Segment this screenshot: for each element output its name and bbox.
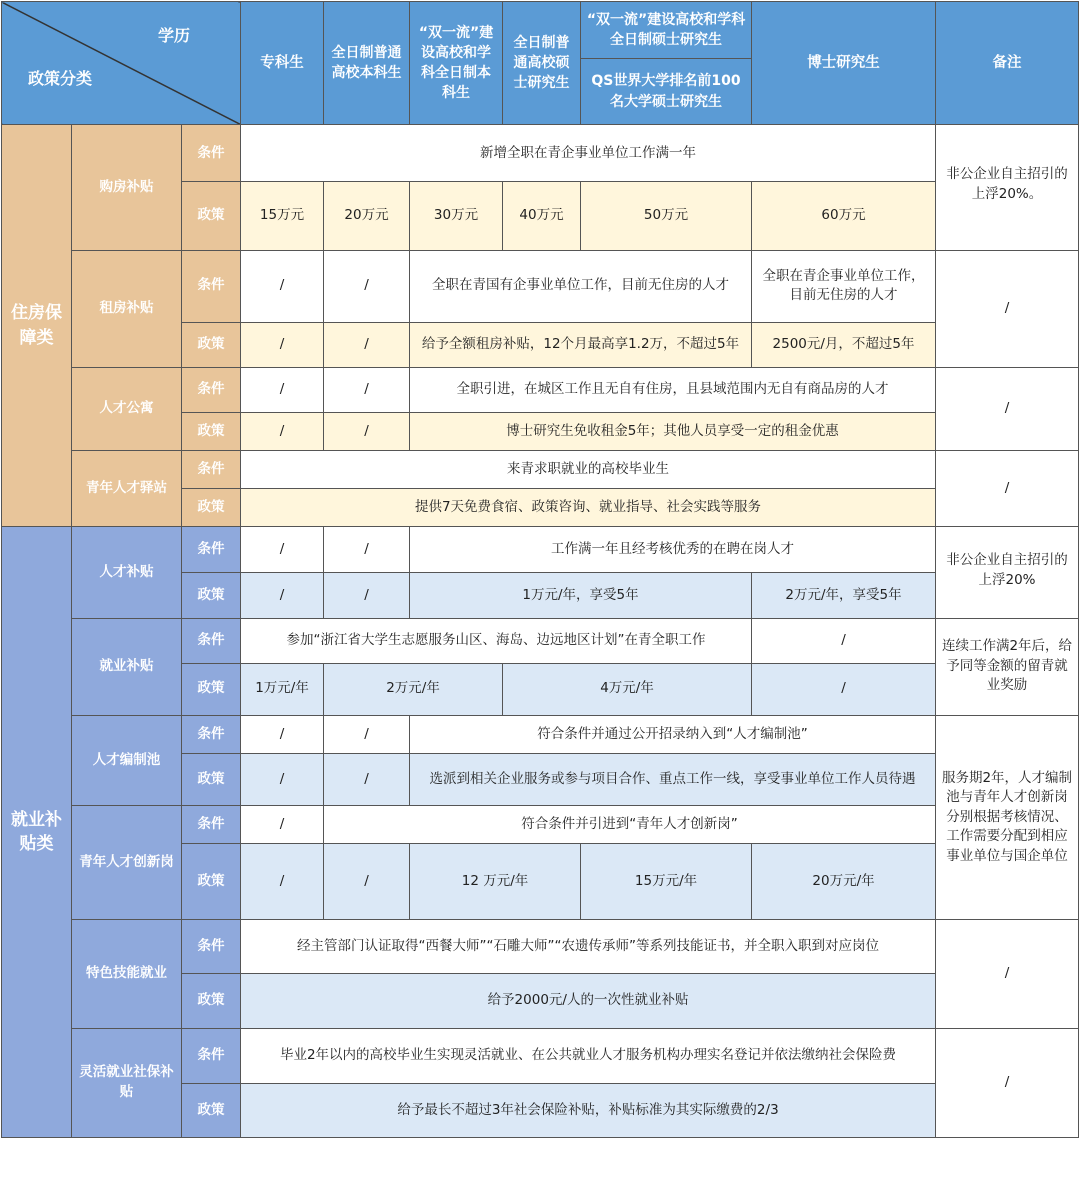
apartment-note: /: [936, 367, 1079, 450]
pool-innovation-note: 服务期2年，人才编制池与青年人才创新岗分别根据考核情况、工作需要分配到相应事业单位与国企单位: [936, 715, 1079, 920]
job-amount-bachelor: 2万元/年: [324, 663, 503, 715]
header-master: 全日制普通高校硕士研究生: [503, 2, 581, 125]
purchase-condition: 新增全职在青企事业单位工作满一年: [241, 125, 936, 182]
purchase-note: 非公企业自主招引的上浮20%。: [936, 125, 1079, 250]
talent-policy-b: 2万元/年，享受5年: [752, 573, 936, 618]
skills-note: /: [936, 920, 1079, 1028]
pool-pol-bachelor: /: [324, 753, 410, 805]
policy-table: [1, 1, 1079, 1138]
label-policy: 政策: [182, 489, 241, 527]
header-remarks: 备注: [936, 2, 1079, 125]
item-talent-subsidy: 人才补贴: [72, 527, 182, 618]
label-condition: 条件: [182, 451, 241, 489]
flexible-note: /: [936, 1028, 1079, 1137]
label-condition: 条件: [182, 618, 241, 663]
item-talent-pool: 人才编制池: [72, 715, 182, 805]
header-phd: 博士研究生: [752, 2, 936, 125]
apartment-cond-bachelor: /: [324, 367, 410, 412]
rent-condition-b: 全职在青企事业单位工作，目前无住房的人才: [752, 250, 936, 322]
job-amount-junior: 1万元/年: [241, 663, 324, 715]
job-condition: 参加“浙江省大学生志愿服务山区、海岛、边远地区计划”在青全职工作: [241, 618, 752, 663]
header-bachelor: 全日制普通高校本科生: [324, 2, 410, 125]
skills-condition: 经主管部门认证取得“西餐大师”“石雕大师”“农遗传承师”等系列技能证书，并全职入职到对应岗位: [241, 920, 936, 974]
talent-cond-bachelor: /: [324, 527, 410, 573]
talent-condition: 工作满一年且经考核优秀的在聘在岗人才: [410, 527, 936, 573]
pool-cond-bachelor: /: [324, 715, 410, 753]
innovation-cond-junior: /: [241, 805, 324, 843]
apartment-pol-bachelor: /: [324, 413, 410, 451]
label-policy: 政策: [182, 1083, 241, 1137]
header-double-first-master: “双一流”建设高校和学科全日制硕士研究生: [581, 2, 752, 59]
label-policy: 政策: [182, 974, 241, 1028]
station-note: /: [936, 451, 1079, 527]
corner-header: [2, 2, 241, 125]
innovation-amount-a: 12 万元/年: [410, 844, 581, 920]
purchase-amount-top-master: 50万元: [581, 182, 752, 250]
label-condition: 条件: [182, 527, 241, 573]
label-condition: 条件: [182, 920, 241, 974]
label-policy: 政策: [182, 413, 241, 451]
label-condition: 条件: [182, 1028, 241, 1083]
purchase-amount-double-first-bachelor: 30万元: [410, 182, 503, 250]
label-policy: 政策: [182, 182, 241, 250]
item-purchase-subsidy: 购房补贴: [72, 125, 182, 250]
label-condition: 条件: [182, 715, 241, 753]
label-policy: 政策: [182, 753, 241, 805]
label-policy: 政策: [182, 844, 241, 920]
pool-condition: 符合条件并通过公开招录纳入到“人才编制池”: [410, 715, 936, 753]
talent-cond-junior: /: [241, 527, 324, 573]
label-condition: 条件: [182, 805, 241, 843]
station-condition: 来青求职就业的高校毕业生: [241, 451, 936, 489]
apartment-cond-junior: /: [241, 367, 324, 412]
rent-policy-a: 给予全额租房补贴，12个月最高享1.2万，不超过5年: [410, 322, 752, 367]
header-junior-college: 专科生: [241, 2, 324, 125]
apartment-pol-junior: /: [241, 413, 324, 451]
talent-pol-junior: /: [241, 573, 324, 618]
innovation-pol-bachelor: /: [324, 844, 410, 920]
talent-policy-a: 1万元/年，享受5年: [410, 573, 752, 618]
header-education-label: 学历: [158, 26, 191, 45]
label-condition: 条件: [182, 250, 241, 322]
innovation-amount-b: 15万元/年: [581, 844, 752, 920]
item-youth-innovation-post: 青年人才创新岗: [72, 805, 182, 919]
label-policy: 政策: [182, 573, 241, 618]
header-double-first-bachelor: “双一流”建设高校和学科全日制本科生: [410, 2, 503, 125]
rent-policy-b: 2500元/月，不超过5年: [752, 322, 936, 367]
pool-policy: 选派到相关企业服务或参与项目合作、重点工作一线，享受事业单位工作人员待遇: [410, 753, 936, 805]
category-employment: 就业补贴类: [2, 527, 72, 1138]
pool-pol-junior: /: [241, 753, 324, 805]
label-condition: 条件: [182, 125, 241, 182]
header-category-label: 政策分类: [28, 69, 93, 89]
job-amount-master: 4万元/年: [503, 663, 752, 715]
innovation-pol-junior: /: [241, 844, 324, 920]
purchase-amount-bachelor: 20万元: [324, 182, 410, 250]
job-note: 连续工作满2年后，给予同等金额的留青就业奖励: [936, 618, 1079, 715]
category-housing: 住房保障类: [2, 125, 72, 527]
rent-cond-junior: /: [241, 250, 324, 322]
label-policy: 政策: [182, 322, 241, 367]
rent-condition-a: 全职在青国有企事业单位工作，目前无住房的人才: [410, 250, 752, 322]
talent-note: 非公企业自主招引的上浮20%: [936, 527, 1079, 618]
job-pol-phd: /: [752, 663, 936, 715]
item-rent-subsidy: 租房补贴: [72, 250, 182, 367]
job-cond-phd: /: [752, 618, 936, 663]
purchase-amount-phd: 60万元: [752, 182, 936, 250]
innovation-condition: 符合条件并引进到“青年人才创新岗”: [324, 805, 936, 843]
rent-pol-junior: /: [241, 322, 324, 367]
rent-cond-bachelor: /: [324, 250, 410, 322]
header-qs-master: QS世界大学排名前100名大学硕士研究生: [581, 59, 752, 125]
talent-pol-bachelor: /: [324, 573, 410, 618]
purchase-amount-master: 40万元: [503, 182, 581, 250]
rent-pol-bachelor: /: [324, 322, 410, 367]
flexible-policy: 给予最长不超过3年社会保险补贴，补贴标准为其实际缴费的2/3: [241, 1083, 936, 1137]
apartment-policy: 博士研究生免收租金5年；其他人员享受一定的租金优惠: [410, 413, 936, 451]
label-policy: 政策: [182, 663, 241, 715]
label-condition: 条件: [182, 367, 241, 412]
skills-policy: 给予2000元/人的一次性就业补贴: [241, 974, 936, 1028]
item-youth-talent-station: 青年人才驿站: [72, 451, 182, 527]
apartment-condition: 全职引进，在城区工作且无自有住房，且县域范围内无自有商品房的人才: [410, 367, 936, 412]
item-special-skills: 特色技能就业: [72, 920, 182, 1028]
rent-note: /: [936, 250, 1079, 367]
pool-cond-junior: /: [241, 715, 324, 753]
station-policy: 提供7天免费食宿、政策咨询、就业指导、社会实践等服务: [241, 489, 936, 527]
innovation-amount-c: 20万元/年: [752, 844, 936, 920]
purchase-amount-junior: 15万元: [241, 182, 324, 250]
item-job-subsidy: 就业补贴: [72, 618, 182, 715]
item-talent-apartment: 人才公寓: [72, 367, 182, 450]
flexible-condition: 毕业2年以内的高校毕业生实现灵活就业、在公共就业人才服务机构办理实名登记并依法缴纳社会保险费: [241, 1028, 936, 1083]
item-flexible-employment-insurance: 灵活就业社保补贴: [72, 1028, 182, 1137]
